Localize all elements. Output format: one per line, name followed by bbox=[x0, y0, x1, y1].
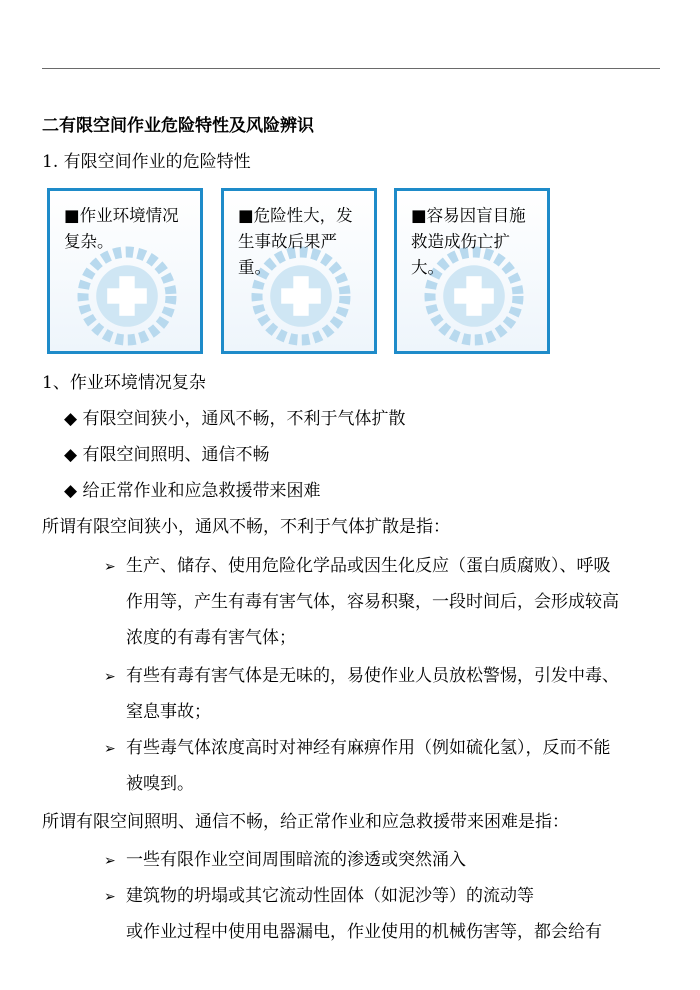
list-text: 生产、储存、使用危险化学品或因生化反应（蛋白质腐败）、呼吸 bbox=[126, 556, 611, 576]
diamond-list-item: ◆ 给正常作业和应急救援带来困难 bbox=[64, 481, 321, 501]
header-rule bbox=[42, 68, 660, 69]
arrow-bullet-icon: ➢ bbox=[104, 669, 116, 685]
arrow-list-item bbox=[104, 850, 466, 871]
list-text-continuation: 浓度的有毒有害气体； bbox=[126, 628, 296, 648]
para2-continuation: 或作业过程中使用电器漏电，作业使用的机械伤害等，都会给有 bbox=[126, 922, 602, 942]
hazard-card-3 bbox=[394, 188, 550, 354]
hazard-card-text: ■作业环境情况复杂。 bbox=[64, 206, 179, 251]
hazard-card-2 bbox=[221, 188, 377, 354]
point1-heading: 1、作业环境情况复杂 bbox=[42, 373, 206, 393]
hazard-card-text: ■危险性大，发生事故后果严重。 bbox=[238, 206, 353, 277]
list-text: 一些有限作业空间周围暗流的渗透或突然涌入 bbox=[126, 850, 466, 870]
list-text: 有些毒气体浓度高时对神经有麻痹作用（例如硫化氢），反而不能 bbox=[126, 738, 611, 758]
arrow-bullet-icon: ➢ bbox=[104, 741, 116, 757]
arrow-bullet-icon: ➢ bbox=[104, 559, 116, 575]
para2-intro: 所谓有限空间照明、通信不畅，给正常作业和应急救援带来困难是指： bbox=[42, 812, 569, 832]
arrow-list-item bbox=[104, 886, 534, 907]
hazard-card-1 bbox=[47, 188, 203, 354]
list-text-continuation: 窒息事故； bbox=[126, 702, 211, 722]
arrow-bullet-icon: ➢ bbox=[104, 853, 116, 869]
arrow-list-item bbox=[104, 666, 619, 687]
list-text: 有些有毒有害气体是无味的，易使作业人员放松警惕，引发中毒、 bbox=[126, 666, 619, 686]
arrow-bullet-icon: ➢ bbox=[104, 889, 116, 905]
list-text-continuation: 被嗅到。 bbox=[126, 774, 194, 794]
para1-intro: 所谓有限空间狭小，通风不畅，不利于气体扩散是指： bbox=[42, 517, 450, 537]
list-text-continuation: 作用等，产生有毒有害气体，容易积聚，一段时间后，会形成较高 bbox=[126, 592, 619, 612]
hazard-cards bbox=[47, 188, 637, 354]
safety-cross-emblem-icon bbox=[72, 241, 182, 351]
arrow-list-item bbox=[104, 738, 611, 759]
hazard-card-text: ■容易因盲目施救造成伤亡扩大。 bbox=[411, 206, 526, 277]
arrow-list-item bbox=[104, 556, 611, 577]
section-title: 二有限空间作业危险特性及风险辨识 bbox=[42, 116, 314, 136]
diamond-list-item: ◆ 有限空间狭小，通风不畅，不利于气体扩散 bbox=[64, 409, 406, 429]
list-text: 建筑物的坍塌或其它流动性固体（如泥沙等）的流动等 bbox=[126, 886, 534, 906]
diamond-list-item: ◆ 有限空间照明、通信不畅 bbox=[64, 445, 270, 465]
subsection-title: 1. 有限空间作业的危险特性 bbox=[42, 152, 251, 172]
